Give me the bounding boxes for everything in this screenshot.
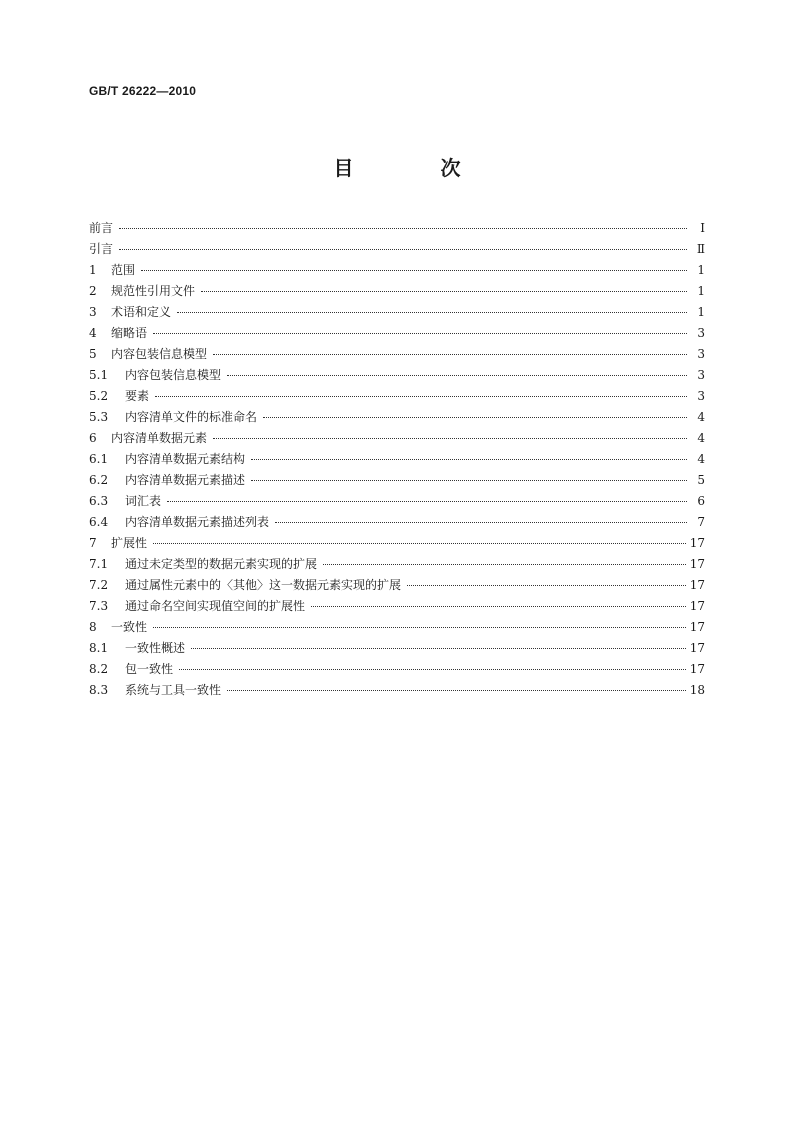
toc-entry-title: 通过命名空间实现值空间的扩展性 <box>125 599 306 613</box>
toc-entry[interactable] <box>89 491 705 512</box>
toc-dot-leader <box>179 669 686 670</box>
toc-entry-page: 17 <box>689 599 705 613</box>
toc-entry[interactable] <box>89 302 705 323</box>
toc-entry-page: 3 <box>697 389 705 403</box>
toc-entry[interactable] <box>89 281 705 302</box>
toc-entry-title: 内容清单数据元素 <box>111 431 208 445</box>
toc-entry-page: 7 <box>697 515 705 529</box>
toc-entry[interactable] <box>89 218 705 239</box>
toc-entry[interactable] <box>89 659 705 680</box>
toc-entry-page: 3 <box>697 368 705 382</box>
toc-dot-leader <box>167 501 687 502</box>
toc-dot-leader <box>323 564 686 565</box>
toc-entry-page: Ⅱ <box>696 242 705 256</box>
toc-entry[interactable] <box>89 533 705 554</box>
toc-entry-page: 4 <box>697 452 705 466</box>
toc-entry-page: Ⅰ <box>700 221 705 235</box>
toc-dot-leader <box>213 438 687 439</box>
toc-entry-number: 6 <box>89 431 97 445</box>
toc-dot-leader <box>155 396 687 397</box>
toc-entry-page: 4 <box>697 410 705 424</box>
toc-entry-title: 扩展性 <box>111 536 148 550</box>
toc-entry[interactable] <box>89 428 705 449</box>
toc-entry-number: 7.3 <box>89 599 109 613</box>
toc-entry-page: 4 <box>697 431 705 445</box>
toc-entry-page: 17 <box>689 557 705 571</box>
toc-dot-leader <box>311 606 686 607</box>
toc-entry-number: 4 <box>89 326 97 340</box>
toc-entry-number: 6.2 <box>89 473 109 487</box>
standard-code: GB/T 26222—2010 <box>89 84 197 98</box>
toc-dot-leader <box>119 228 687 229</box>
toc-entry-number: 7.1 <box>89 557 109 571</box>
toc-entry[interactable] <box>89 638 705 659</box>
toc-entry-number: 5.2 <box>89 389 109 403</box>
toc-dot-leader <box>251 480 687 481</box>
toc-entry[interactable] <box>89 680 705 701</box>
toc-entry-title: 内容清单文件的标准命名 <box>125 410 258 424</box>
toc-entry[interactable] <box>89 323 705 344</box>
toc-entry-title: 规范性引用文件 <box>111 284 196 298</box>
toc-entry-title: 系统与工具一致性 <box>125 683 222 697</box>
toc-entry-number: 2 <box>89 284 97 298</box>
toc-entry-number: 1 <box>89 263 97 277</box>
toc-entry[interactable] <box>89 512 705 533</box>
toc-entry-page: 3 <box>697 347 705 361</box>
toc-entry[interactable] <box>89 596 705 617</box>
toc-entry-number: 7.2 <box>89 578 109 592</box>
toc-dot-leader <box>119 249 687 250</box>
toc-dot-leader <box>177 312 687 313</box>
page-title: 目 次 <box>333 156 501 180</box>
toc-entry-title: 范围 <box>111 263 136 277</box>
toc-entry-title: 一致性概述 <box>125 641 186 655</box>
toc-dot-leader <box>275 522 687 523</box>
toc-entry-title: 内容清单数据元素描述列表 <box>125 515 270 529</box>
toc-dot-leader <box>227 375 687 376</box>
toc-entry-page: 17 <box>689 620 705 634</box>
toc-dot-leader <box>141 270 687 271</box>
toc-entry-title: 缩略语 <box>111 326 148 340</box>
toc-dot-leader <box>191 648 686 649</box>
toc-entry-number: 8.3 <box>89 683 109 697</box>
toc-entry[interactable] <box>89 365 705 386</box>
toc-dot-leader <box>201 291 687 292</box>
toc-entry-page: 1 <box>697 263 705 277</box>
toc-entry-page: 1 <box>697 305 705 319</box>
toc-entry-page: 17 <box>689 536 705 550</box>
toc-entry-title: 前言 <box>89 221 114 235</box>
toc-entry[interactable] <box>89 554 705 575</box>
toc-entry-number: 5.1 <box>89 368 109 382</box>
toc-entry-number: 8.2 <box>89 662 109 676</box>
toc-entry-number: 6.4 <box>89 515 109 529</box>
toc-entry[interactable] <box>89 407 705 428</box>
toc-entry-number: 8.1 <box>89 641 109 655</box>
toc-entry-title: 通过未定类型的数据元素实现的扩展 <box>125 557 318 571</box>
toc-entry-page: 17 <box>689 641 705 655</box>
toc-entry-title: 包一致性 <box>125 662 174 676</box>
toc-dot-leader <box>251 459 687 460</box>
toc-entry[interactable] <box>89 386 705 407</box>
toc-dot-leader <box>153 333 687 334</box>
toc-entry-number: 5 <box>89 347 97 361</box>
toc-entry[interactable] <box>89 470 705 491</box>
toc-entry-title: 要素 <box>125 389 150 403</box>
toc-dot-leader <box>153 627 686 628</box>
toc-entry-page: 5 <box>697 473 705 487</box>
toc-entry-number: 6.1 <box>89 452 109 466</box>
toc-entry-title: 通过属性元素中的〈其他〉这一数据元素实现的扩展 <box>125 578 402 592</box>
toc-entry[interactable] <box>89 239 705 260</box>
toc-entry-title: 词汇表 <box>125 494 162 508</box>
toc-entry-number: 7 <box>89 536 97 550</box>
toc-entry-title: 术语和定义 <box>111 305 172 319</box>
toc-entry-title: 内容清单数据元素结构 <box>125 452 246 466</box>
toc-dot-leader <box>227 690 686 691</box>
table-of-contents <box>89 218 705 701</box>
toc-entry-page: 3 <box>697 326 705 340</box>
toc-entry-title: 内容包装信息模型 <box>111 347 208 361</box>
toc-entry[interactable] <box>89 449 705 470</box>
toc-dot-leader <box>407 585 686 586</box>
toc-dot-leader <box>153 543 686 544</box>
toc-entry-page: 18 <box>689 683 705 697</box>
toc-entry[interactable] <box>89 617 705 638</box>
toc-entry-page: 1 <box>697 284 705 298</box>
toc-entry-number: 8 <box>89 620 97 634</box>
toc-entry-page: 6 <box>697 494 705 508</box>
toc-entry-number: 6.3 <box>89 494 109 508</box>
toc-entry-page: 17 <box>689 578 705 592</box>
toc-entry-title: 内容包装信息模型 <box>125 368 222 382</box>
toc-entry-title: 引言 <box>89 242 114 256</box>
toc-entry-page: 17 <box>689 662 705 676</box>
toc-entry-number: 5.3 <box>89 410 109 424</box>
toc-entry[interactable] <box>89 575 705 596</box>
toc-entry-title: 内容清单数据元素描述 <box>125 473 246 487</box>
toc-entry-number: 3 <box>89 305 97 319</box>
toc-entry-title: 一致性 <box>111 620 148 634</box>
toc-dot-leader <box>213 354 687 355</box>
toc-dot-leader <box>263 417 687 418</box>
toc-entry[interactable] <box>89 260 705 281</box>
toc-entry[interactable] <box>89 344 705 365</box>
